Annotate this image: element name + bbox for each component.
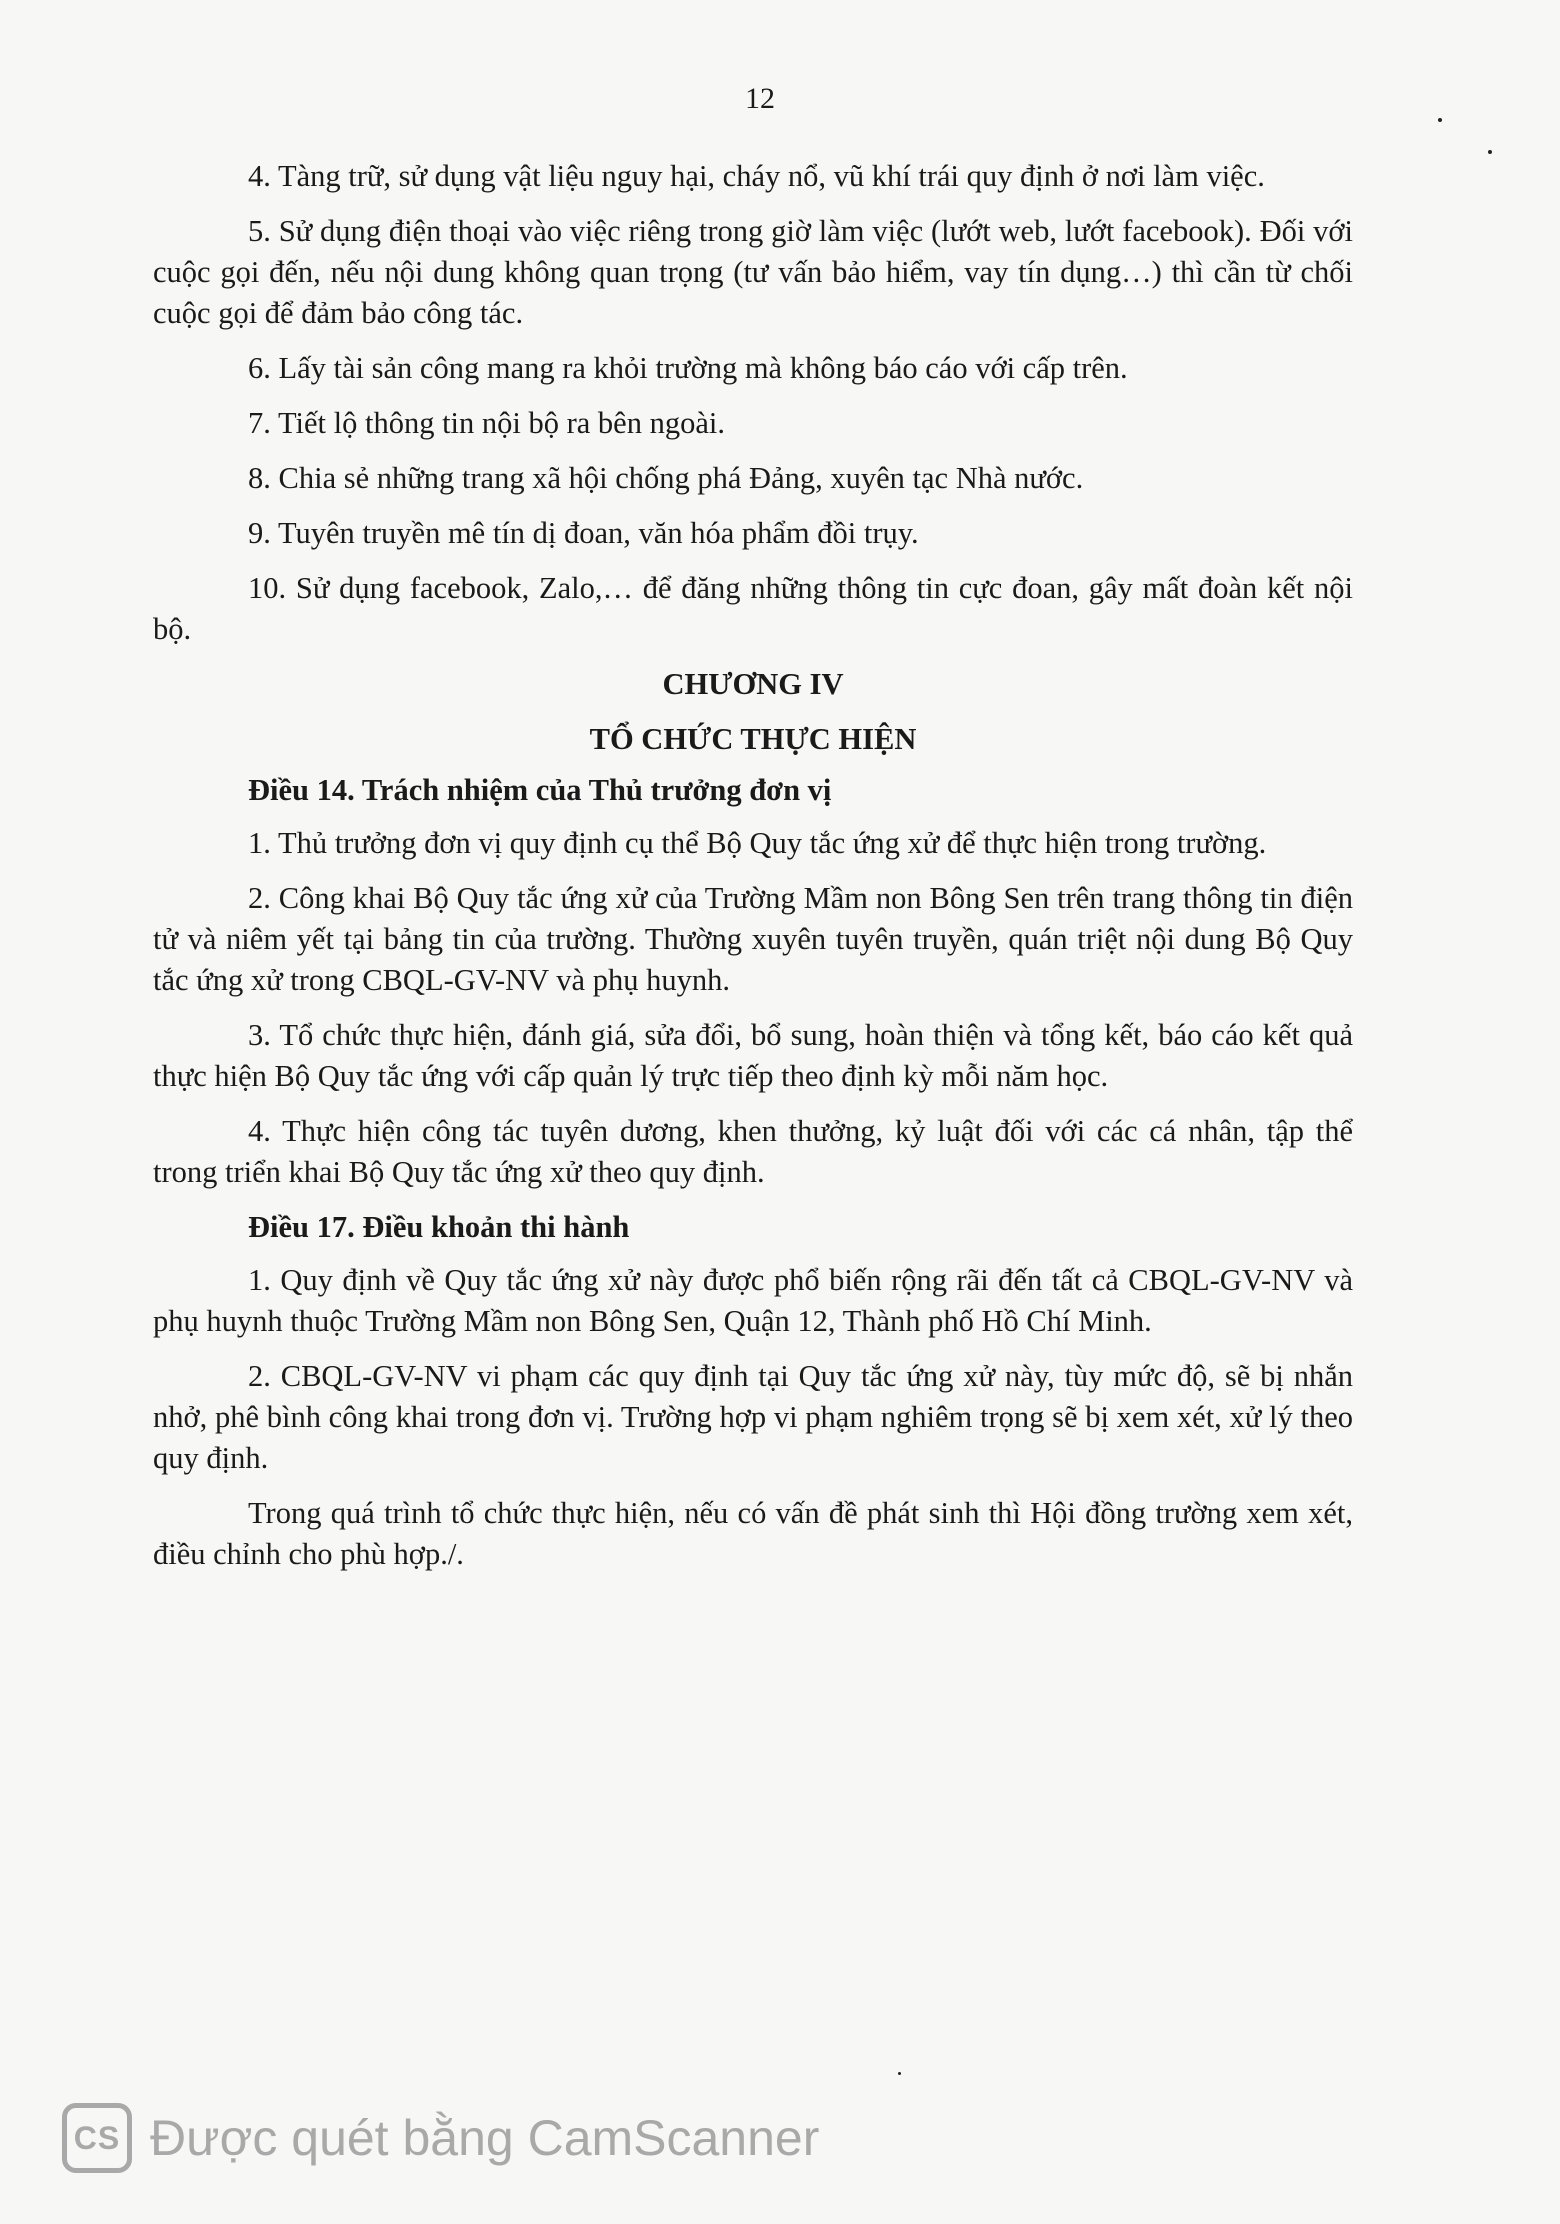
list-item: 4. Thực hiện công tác tuyên dương, khen thưởng, kỷ luật đối với các cá nhân, tập thể trong triển khai Bộ Quy tắc ứng xử theo quy định. bbox=[153, 1114, 1353, 1189]
scan-speck bbox=[1438, 118, 1442, 122]
chapter-subtitle: TỔ CHỨC THỰC HIỆN bbox=[589, 722, 917, 756]
scan-speck bbox=[1488, 150, 1492, 154]
list-item: 2. Công khai Bộ Quy tắc ứng xử của Trường Mầm non Bông Sen trên trang thông tin điện tử và niêm yết tại bảng tin của trường. Thường xuyên tuyên truyền, quán triệt nội dung Bộ Quy tắc ứng xử trong CBQL-GV-NV và phụ huynh. bbox=[153, 881, 1353, 997]
list-item: 7. Tiết lộ thông tin nội bộ ra bên ngoài. bbox=[248, 406, 725, 440]
list-item: 8. Chia sẻ những trang xã hội chống phá Đảng, xuyên tạc Nhà nước. bbox=[248, 461, 1084, 495]
list-item: 10. Sử dụng facebook, Zalo,… để đăng những thông tin cực đoan, gây mất đoàn kết nội bộ. bbox=[153, 571, 1353, 646]
document-body bbox=[153, 156, 1353, 1589]
closing-paragraph: Trong quá trình tổ chức thực hiện, nếu có vấn đề phát sinh thì Hội đồng trường xem xét, điều chỉnh cho phù hợp./. bbox=[153, 1496, 1353, 1571]
watermark-text: Được quét bằng CamScanner bbox=[150, 2110, 820, 2166]
list-item: 1. Quy định về Quy tắc ứng xử này được phổ biến rộng rãi đến tất cả CBQL-GV-NV và phụ huynh thuộc Trường Mầm non Bông Sen, Quận 12, Thành phố Hồ Chí Minh. bbox=[153, 1263, 1353, 1338]
list-item: 9. Tuyên truyền mê tín dị đoan, văn hóa phẩm đồi trụy. bbox=[248, 516, 919, 550]
article-17-heading: Điều 17. Điều khoản thi hành bbox=[248, 1210, 630, 1244]
list-item: 4. Tàng trữ, sử dụng vật liệu nguy hại, cháy nổ, vũ khí trái quy định ở nơi làm việc. bbox=[248, 159, 1265, 193]
scan-speck bbox=[898, 2072, 901, 2075]
list-item: 6. Lấy tài sản công mang ra khỏi trường mà không báo cáo với cấp trên. bbox=[248, 351, 1128, 385]
list-item: 5. Sử dụng điện thoại vào việc riêng trong giờ làm việc (lướt web, lướt facebook). Đối với cuộc gọi đến, nếu nội dung không quan trọng (tư vấn bảo hiểm, vay tín dụng…) thì cần từ chối cuộc gọi để đảm bảo công tác. bbox=[153, 214, 1353, 330]
list-item: 1. Thủ trưởng đơn vị quy định cụ thể Bộ Quy tắc ứng xử để thực hiện trong trường. bbox=[248, 826, 1267, 860]
article-14-heading: Điều 14. Trách nhiệm của Thủ trưởng đơn vị bbox=[248, 773, 832, 807]
list-item: 2. CBQL-GV-NV vi phạm các quy định tại Quy tắc ứng xử này, tùy mức độ, sẽ bị nhắn nhở, phê bình công khai trong đơn vị. Trường hợp vi phạm nghiêm trọng sẽ bị xem xét, xử lý theo quy định. bbox=[153, 1359, 1353, 1475]
camscanner-watermark bbox=[62, 2103, 819, 2173]
chapter-title: CHƯƠNG IV bbox=[662, 667, 844, 701]
list-item: 3. Tổ chức thực hiện, đánh giá, sửa đổi, bổ sung, hoàn thiện và tổng kết, báo cáo kết quả thực hiện Bộ Quy tắc ứng với cấp quản lý trực tiếp theo định kỳ mỗi năm học. bbox=[153, 1018, 1353, 1093]
page-number: 12 bbox=[745, 82, 775, 115]
camscanner-logo-icon: CS bbox=[62, 2103, 132, 2173]
